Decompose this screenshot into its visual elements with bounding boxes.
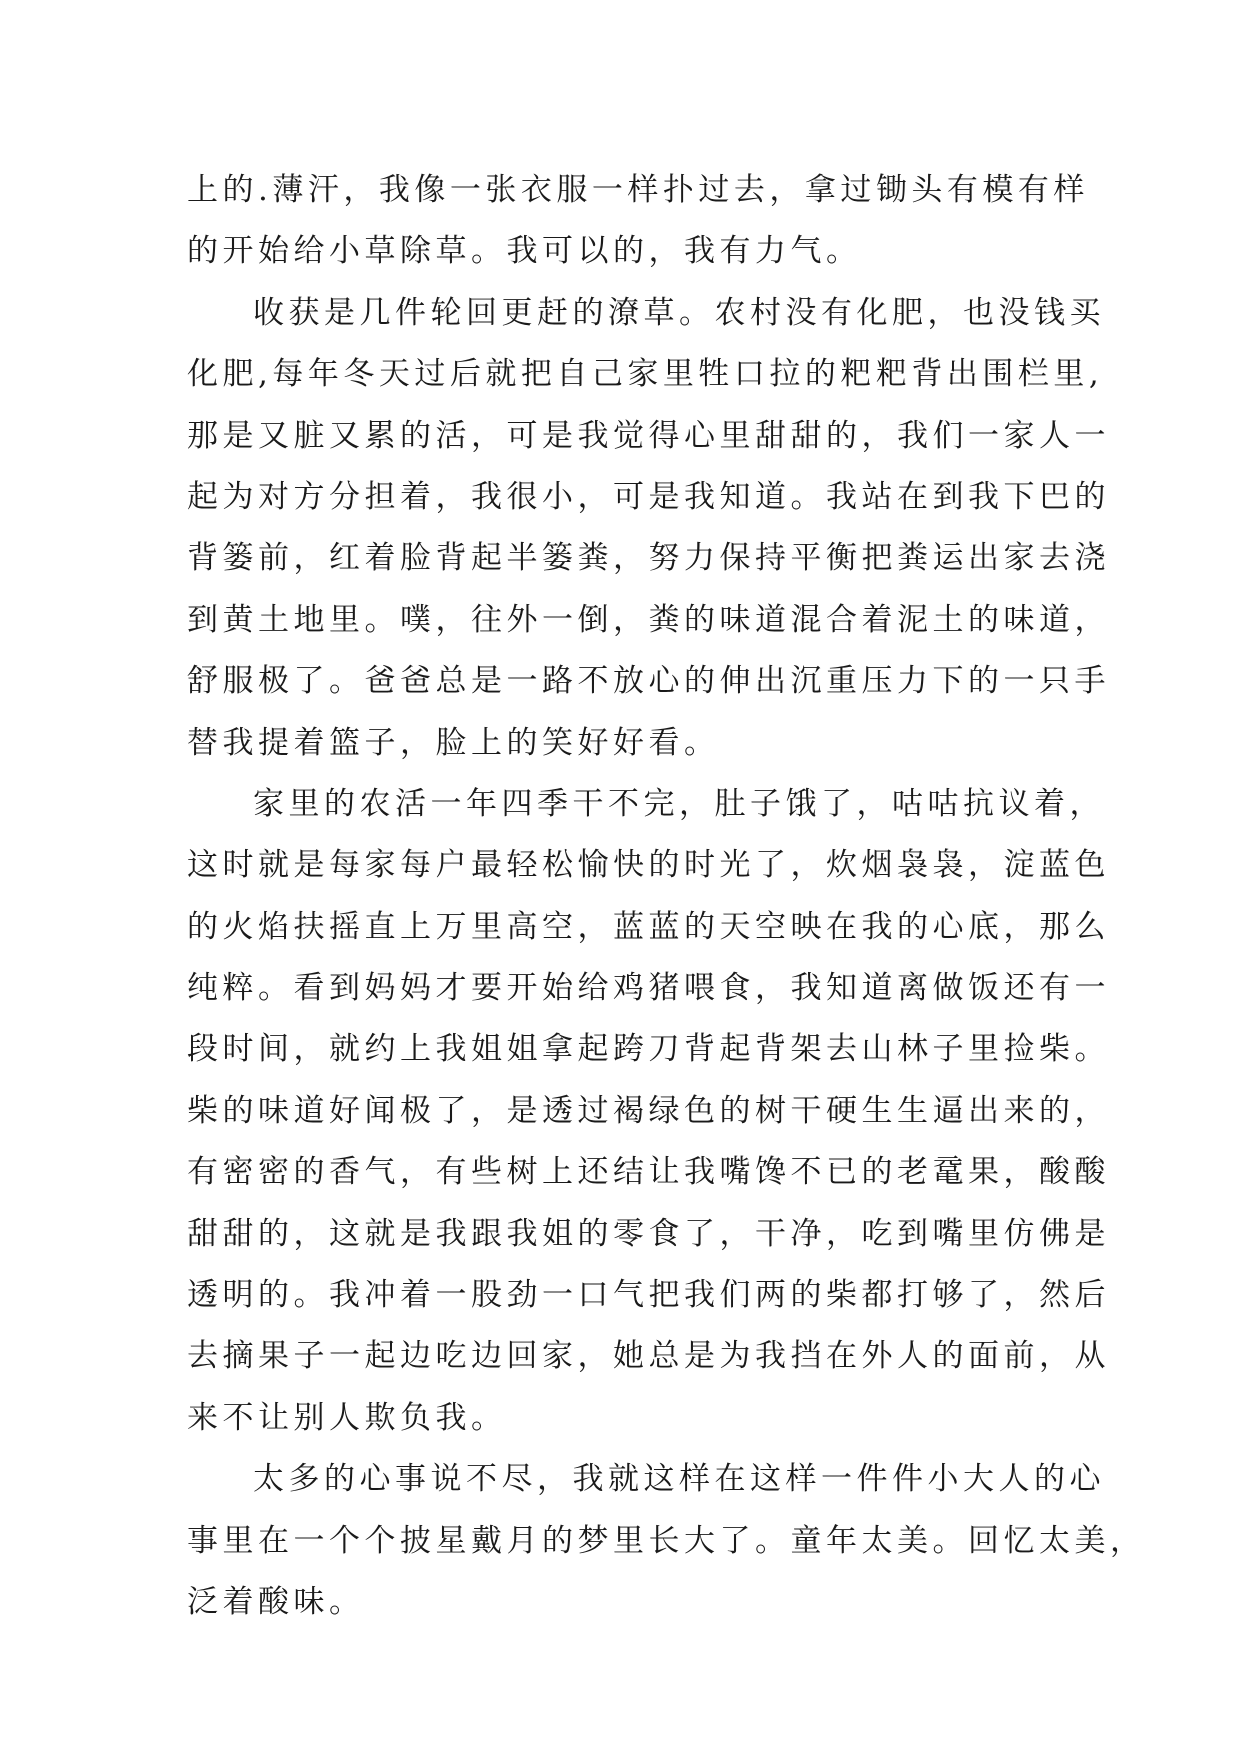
text-line: 去摘果子一起边吃边回家，她总是为我挡在外人的面前，从 (187, 1338, 1110, 1375)
text-line: 那是又脏又累的活，可是我觉得心里甜甜的，我们一家人一 (187, 417, 1110, 454)
paragraph-2 (187, 283, 1110, 774)
paragraph-3 (187, 774, 1110, 1449)
text-line: 的开始给小草除草。我可以的，我有力气。 (187, 233, 862, 270)
text-line: 透明的。我冲着一股劲一口气把我们两的柴都打够了，然后 (187, 1277, 1110, 1314)
text-line: 起为对方分担着，我很小，可是我知道。我站在到我下巴的 (187, 478, 1110, 515)
text-line: 替我提着篮子，脸上的笑好好看。 (187, 724, 720, 761)
paragraph-4 (187, 1449, 1146, 1633)
text-line: 柴的味道好闻极了，是透过褐绿色的树干硬生生逼出来的， (187, 1092, 1110, 1129)
text-line: 来不让别人欺负我。 (187, 1399, 507, 1436)
text-line: 纯粹。看到妈妈才要开始给鸡猪喂食，我知道离做饭还有一 (187, 970, 1110, 1007)
text-line: 背篓前，红着脸背起半篓粪，努力保持平衡把粪运出家去浇 (187, 540, 1110, 577)
body-text (187, 160, 1146, 1633)
text-line: 太多的心事说不尽，我就这样在这样一件件小大人的心 (253, 1461, 1105, 1498)
text-line: 泛着酸味。 (187, 1583, 365, 1620)
text-line: 段时间，就约上我姐姐拿起跨刀背起背架去山林子里捡柴。 (187, 1031, 1110, 1068)
text-line: 家里的农活一年四季干不完，肚子饿了，咕咕抗议着， (253, 785, 1105, 822)
text-line: 这时就是每家每户最轻松愉快的时光了，炊烟袅袅，淀蓝色 (187, 847, 1110, 884)
text-line: 收获是几件轮回更赶的潦草。农村没有化肥，也没钱买 (253, 294, 1105, 331)
text-line: 到黄土地里。噗，往外一倒，粪的味道混合着泥土的味道， (187, 601, 1110, 638)
text-line: 化肥,每年冬天过后就把自己家里牲口拉的粑粑背出围栏里, (187, 356, 1104, 393)
text-line: 上的.薄汗，我像一张衣服一样扑过去，拿过锄头有模有样 (187, 172, 1089, 208)
text-line: 舒服极了。爸爸总是一路不放心的伸出沉重压力下的一只手 (187, 663, 1110, 700)
text-line: 事里在一个个披星戴月的梦里长大了。童年太美。回忆太美， (187, 1522, 1146, 1559)
text-line: 有密密的香气，有些树上还结让我嘴馋不已的老鼋果，酸酸 (187, 1154, 1110, 1191)
paragraph-1 (187, 160, 1089, 283)
text-line: 的火焰扶摇直上万里高空，蓝蓝的天空映在我的心底，那么 (187, 908, 1110, 945)
text-line: 甜甜的，这就是我跟我姐的零食了，干净，吃到嘴里仿佛是 (187, 1215, 1110, 1252)
